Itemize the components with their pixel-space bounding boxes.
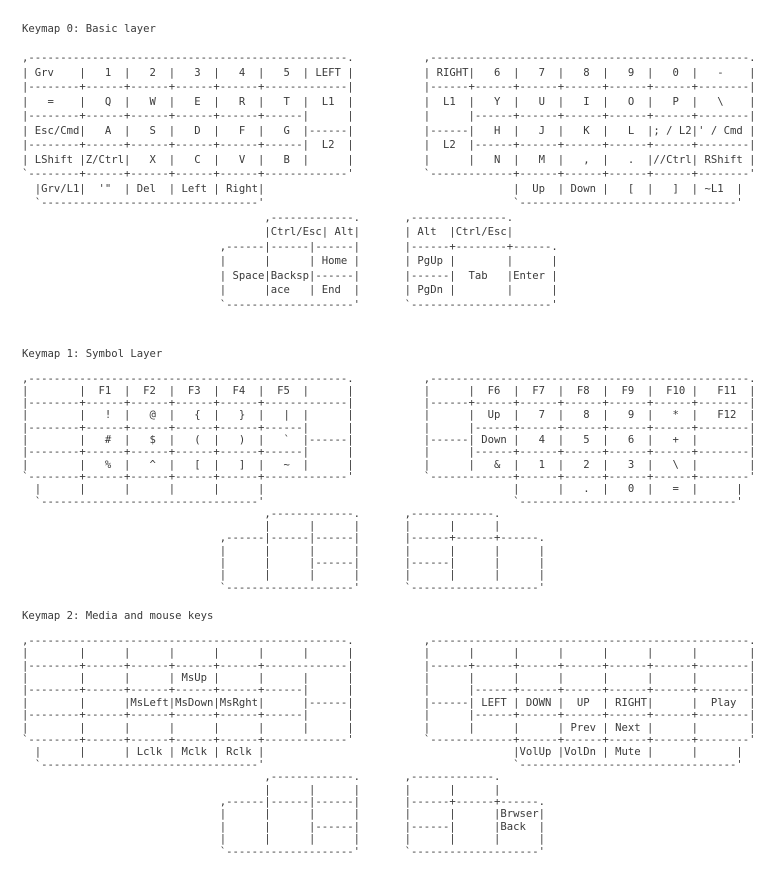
keymap-section-media-mouse-layer: [22, 610, 765, 858]
keymap-1-ascii-diagram: ,--------------------------------------------------. ,--------------------------------------------------. | | F1 | F2 | F3 | F4 | F5 | | | | F6 | F7 | F8 | F9 | F10 | F11 | |--------+------+------+------+------+-------------| |------+------+------+------+------+------+--------| | | ! | @ | { | } | | | | | | Up | 7 | 8 | 9 | * | F12 | |--------+------+------+------+------+------| | | |------+------+------+------+------+--------| | | # | $ | ( | ) | ` |------| |------| Down | 4 | 5 | 6 | + | | |--------+------+------+------+------+------| | | |------+------+------+------+------+--------| | | % | ^ | [ | ] | ~ | | | | & | 1 | 2 | 3 | \ | | `--------+------+------+------+------+-------------' `-------------+------+------+------+------+--------' | | | | | | | | . | 0 | = | | `----------------------------------' `----------------------------------' ,-------------. ,-------------. | | | | | | ,------|------|------| |------+------+------. | | | | | | | | | | |------| |------| | | | | | | | | | | `--------------------' `--------------------': [22, 372, 756, 594]
keymap-0-ascii-diagram: ,--------------------------------------------------. ,--------------------------------------------------. | Grv | 1 | 2 | 3 | 4 | 5 | LEFT | | RIGHT| 6 | 7 | 8 | 9 | 0 | - | |--------+------+------+------+------+-------------| |------+------+------+------+------+------+--------| | = | Q | W | E | R | T | L1 | | L1 | Y | U | I | O | P | \ | |--------+------+------+------+------+------| | | |------+------+------+------+------+--------| | Esc/Cmd| A | S | D | F | G |------| |------| H | J | K | L |; / L2|' / Cmd | |--------+------+------+------+------+------| L2 | | L2 |------+------+------+------+------+--------| | LShift |Z/Ctrl| X | C | V | B | | | | N | M | , | . |//Ctrl| RShift | `--------+------+------+------+------+-------------' `-------------+------+------+------+------+--------' |Grv/L1| '" | Del | Left | Right| | Up | Down | [ | ] | ~L1 | `----------------------------------' `----------------------------------' ,-------------. ,---------------. |Ctrl/Esc| Alt| | Alt |Ctrl/Esc| ,------|------|------| |------+--------+------. | | | Home | | PgUp | | | | Space|Backsp|------| |------| Tab |Enter | | |ace | End | | PgDn | | | `--------------------' `----------------------': [22, 52, 756, 311]
keymap-2-title: Keymap 2: Media and mouse keys: [22, 609, 214, 622]
keymap-section-symbol-layer: [22, 348, 765, 594]
keymap-section-basic-layer: [22, 22, 765, 312]
keymap-2-ascii-diagram: ,--------------------------------------------------. ,--------------------------------------------------. | | | | | | | | | | | | | | | | |--------+------+------+------+------+-------------| |------+------+------+------+------+------+--------| | | | | MsUp | | | | | | | | | | | | |--------+------+------+------+------+------| | | |------+------+------+------+------+--------| | | |MsLeft|MsDown|MsRght| |------| |------| LEFT | DOWN | UP | RIGHT| | Play | |--------+------+------+------+------+------| | | |------+------+------+------+------+--------| | | | | | | | | | | | | Prev | Next | | | `--------+------+------+------+------+-------------' `-------------+------+------+------+------+--------' | | | Lclk | Mclk | Rclk | |VolUp |VolDn | Mute | | | `----------------------------------' `----------------------------------' ,-------------. ,-------------. | | | | | | ,------|------|------| |------+------+------. | | | | | | |Brwser| | | |------| |------| |Back | | | | | | | | | `--------------------' `--------------------': [22, 634, 756, 858]
keymap-1-title: Keymap 1: Symbol Layer: [22, 348, 163, 360]
keymap-0-title: Keymap 0: Basic layer: [22, 23, 156, 35]
